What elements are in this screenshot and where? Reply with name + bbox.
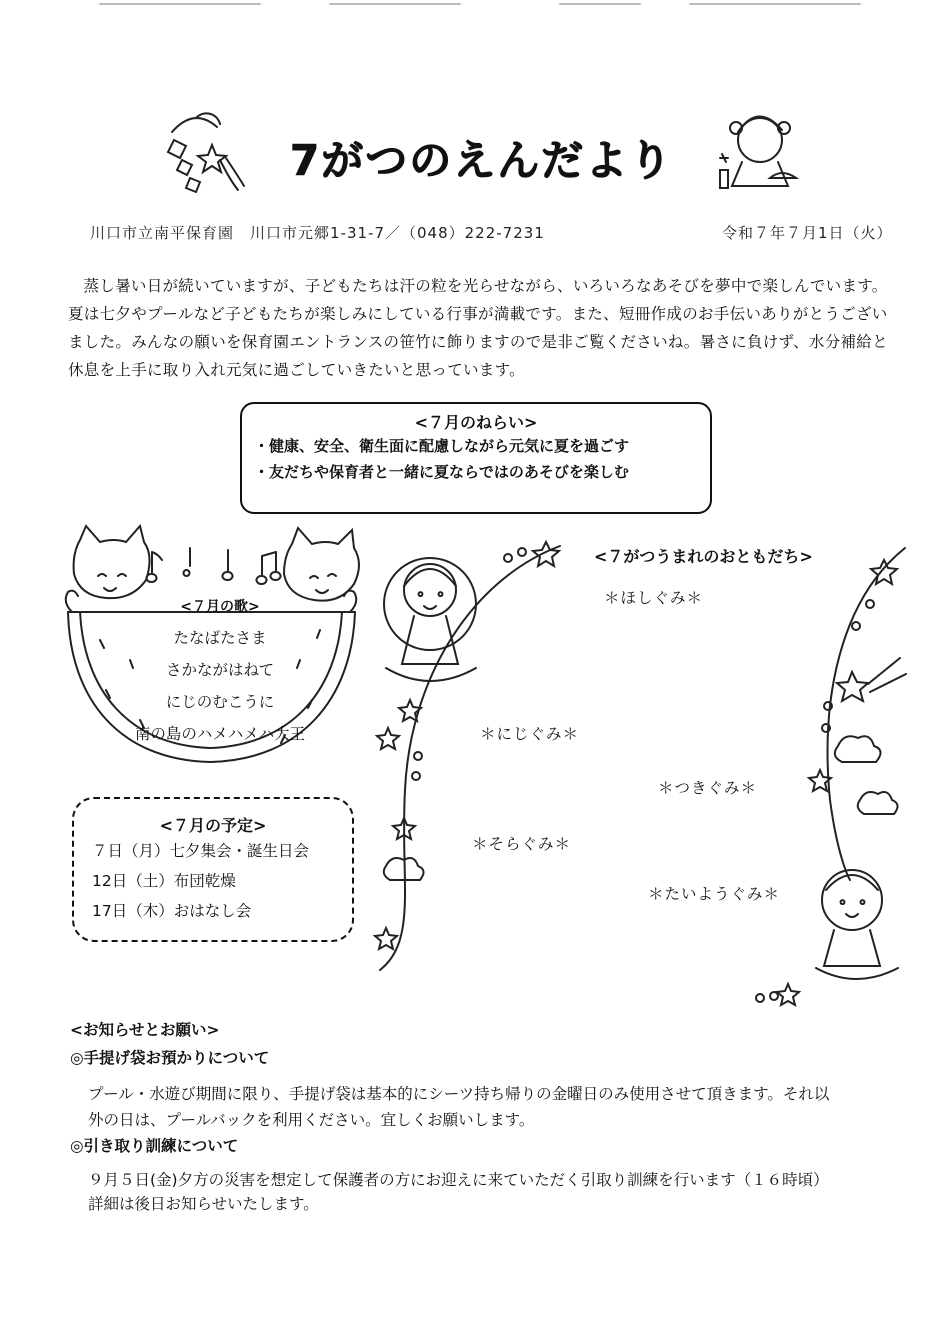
- class-sora: ＊そらぐみ＊: [472, 835, 572, 853]
- orihime-icon: [384, 558, 476, 681]
- schedule-heading: <７月の予定>: [159, 816, 267, 835]
- schedule-box: [72, 797, 354, 942]
- schedule-item: 12日（土）布団乾燥: [92, 872, 236, 890]
- schedule-item: ７日（月）七夕集会・誕生日会: [92, 842, 310, 860]
- schedule-item: 17日（木）おはなし会: [92, 902, 252, 920]
- notices-heading: <お知らせとお願い>: [70, 1021, 220, 1039]
- right-arc: [828, 548, 905, 880]
- notice-title: ◎引き取り訓練について: [70, 1137, 239, 1155]
- song-line: にじのむこうに: [165, 693, 275, 711]
- page-title: 7がつのえんだより: [290, 136, 674, 185]
- issue-date: 令和７年７月1日（火）: [722, 224, 893, 242]
- notice-body-line: 外の日は、プールバックを利用ください。宜しくお願いします。: [88, 1111, 535, 1129]
- notice-title: ◎手提げ袋お預かりについて: [70, 1049, 270, 1067]
- song-line: たなばたさま: [173, 629, 267, 647]
- song-line: さかながはねて: [165, 661, 275, 679]
- song-list: [100, 622, 340, 750]
- hikoboshi-icon: [816, 870, 898, 979]
- class-taiyou: ＊たいようぐみ＊: [648, 885, 781, 903]
- left-arc: [380, 546, 560, 970]
- class-hoshi: ＊ほしぐみ＊: [604, 589, 704, 607]
- notice-body-line: 詳細は後日お知らせいたします。: [88, 1195, 319, 1213]
- left-stars: [375, 542, 559, 949]
- aims-box: [240, 402, 712, 514]
- child-icon: [720, 116, 796, 188]
- class-niji: ＊にじぐみ＊: [480, 725, 580, 743]
- birthday-heading: <７がつうまれのおともだち>: [594, 547, 813, 566]
- song-line: 南の島のハメハメハ大王: [134, 725, 306, 743]
- notice-body-line: プール・水遊び期間に限り、手提げ袋は基本的にシーツ持ち帰りの金曜日のみ使用させて頂きます。それ以: [88, 1085, 830, 1103]
- tanabata-icon: [168, 113, 244, 192]
- aims-item: ・健康、安全、衛生面に配慮しながら元気に夏を過ごす: [254, 437, 630, 455]
- notice-body-line: ９月５日(金)夕方の災害を想定して保護者の方にお迎えに来ていただく引取り訓練を行います（１６時頃）: [88, 1171, 829, 1189]
- org-info: 川口市立南平保育園 川口市元郷1-31-7／（048）222-7231: [90, 224, 545, 242]
- aims-heading: <７月のねらい>: [414, 413, 538, 432]
- aims-item: ・友だちや保育者と一緒に夏ならではのあそびを楽しむ: [254, 463, 629, 481]
- intro-paragraph: 蒸し暑い日が続いていますが、子どもたちは汗の粒を光らせながら、いろいろなあそびを夢中で楽しんでいます。夏は七夕やプールなど子どもたちが楽しみにしている行事が満載です。また、短冊作成のお手伝いありがとうございました。みんなの願いを保育園エントランスの笹竹に飾りますので是非ご覧くださいね。暑さに負けず、水分補給と休息を上手に取り入れ元気に過ごしていきたいと思っています。: [68, 277, 888, 379]
- class-tsuki: ＊つきぐみ＊: [658, 779, 758, 797]
- song-heading: <７月の歌>: [180, 599, 260, 615]
